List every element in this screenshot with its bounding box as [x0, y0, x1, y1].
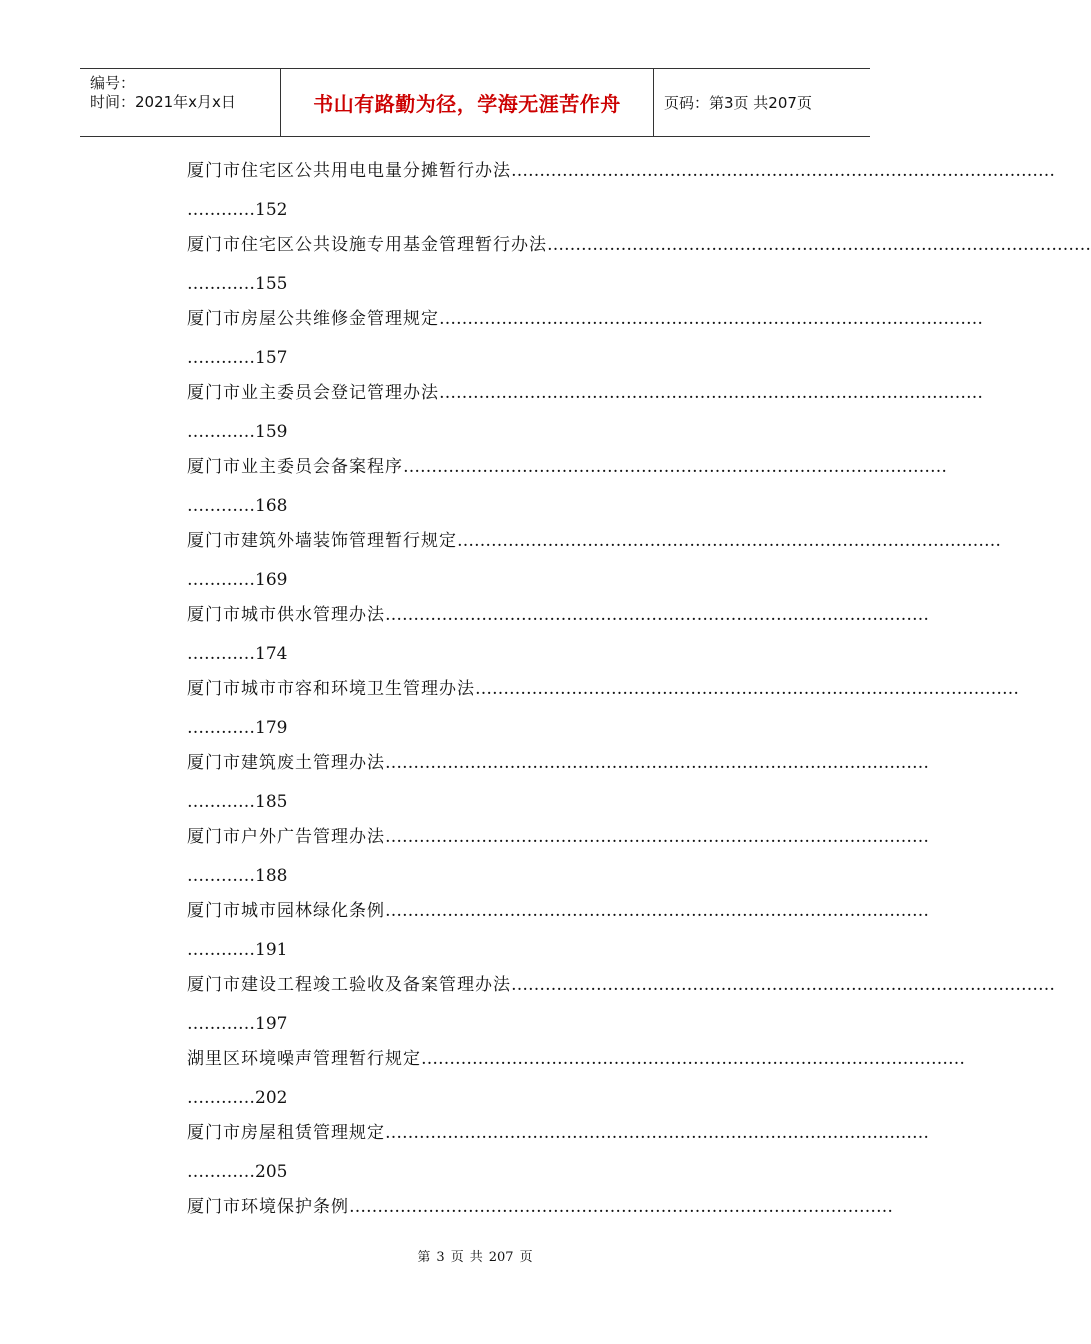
toc-entry[interactable] — [187, 747, 929, 821]
toc-entry-page-number: 174 — [255, 644, 288, 664]
toc-entry-page-number: 205 — [255, 1162, 288, 1182]
toc-entry-title-line — [187, 451, 947, 488]
toc-entry-title-line — [187, 303, 983, 340]
toc-continuation-dots: ………… — [187, 792, 255, 812]
toc-entry-title-line — [187, 895, 929, 932]
toc-leader-dots: …………………………………………………………………………………… — [475, 679, 1019, 699]
toc-entry-page-line — [187, 414, 803, 451]
toc-entry-title: 厦门市房屋公共维修金管理规定 — [187, 309, 439, 329]
number-label: 编号： — [90, 74, 136, 92]
toc-leader-dots: …………………………………………………………………………………… — [385, 827, 929, 847]
toc-entry-page-number: 179 — [255, 718, 288, 738]
toc-leader-dots: …………………………………………………………………………………… — [439, 309, 983, 329]
toc-entry-page-line — [187, 784, 803, 821]
toc-entry-page-line — [187, 1006, 803, 1043]
toc-continuation-dots: ………… — [187, 940, 255, 960]
toc-entry-title: 厦门市建筑废土管理办法 — [187, 753, 385, 773]
table-of-contents — [187, 155, 1091, 1265]
toc-entry-page-number: 188 — [255, 866, 288, 886]
toc-leader-dots: …………………………………………………………………………………… — [439, 383, 983, 403]
toc-leader-dots: …………………………………………………………………………………… — [385, 1123, 929, 1143]
footer-total-word: 共 — [469, 1250, 483, 1265]
toc-entry-page-number: 169 — [255, 570, 288, 590]
toc-entry[interactable] — [187, 525, 1001, 599]
toc-continuation-dots: ………… — [187, 1088, 255, 1108]
toc-entry[interactable] — [187, 451, 947, 525]
toc-leader-dots: …………………………………………………………………………………… — [457, 531, 1001, 551]
toc-entry-page-line — [187, 858, 803, 895]
toc-entry-title: 厦门市城市供水管理办法 — [187, 605, 385, 625]
toc-continuation-dots: ………… — [187, 1014, 255, 1034]
document-header — [80, 68, 870, 137]
toc-entry-title-line — [187, 1117, 929, 1154]
toc-entry-page-line — [187, 488, 803, 525]
toc-leader-dots: …………………………………………………………………………………… — [547, 235, 1091, 255]
toc-entry-page-number: 197 — [255, 1014, 288, 1034]
toc-entry[interactable] — [187, 229, 1091, 303]
toc-entry-title: 厦门市房屋租赁管理规定 — [187, 1123, 385, 1143]
footer-prefix: 第 — [417, 1250, 431, 1265]
toc-entry-title: 厦门市城市园林绿化条例 — [187, 901, 385, 921]
toc-leader-dots: …………………………………………………………………………………… — [385, 753, 929, 773]
toc-entry-page-line — [187, 340, 803, 377]
toc-entry[interactable] — [187, 377, 983, 451]
date-label: 时间：2021年x月x日 — [90, 93, 236, 111]
toc-continuation-dots: ………… — [187, 422, 255, 442]
toc-entry-title: 厦门市业主委员会登记管理办法 — [187, 383, 439, 403]
toc-entry[interactable] — [187, 673, 1019, 747]
header-meta-cell — [80, 69, 281, 136]
toc-entry-page-number: 191 — [255, 940, 288, 960]
footer-total-pages: 207 — [488, 1250, 514, 1265]
toc-continuation-dots: ………… — [187, 718, 255, 738]
toc-entry[interactable] — [187, 303, 983, 377]
toc-entry-page-line — [187, 266, 803, 303]
toc-entry-page-number: 155 — [255, 274, 288, 294]
toc-continuation-dots: ………… — [187, 570, 255, 590]
page-info: 页码：第3页 共207页 — [664, 94, 812, 112]
toc-continuation-dots: ………… — [187, 200, 255, 220]
toc-entry[interactable] — [187, 821, 929, 895]
toc-entry-title-line — [187, 821, 929, 858]
toc-entry-title-line — [187, 377, 983, 414]
toc-leader-dots: …………………………………………………………………………………… — [403, 457, 947, 477]
toc-entry-title: 厦门市住宅区公共设施专用基金管理暂行办法 — [187, 235, 547, 255]
page-footer — [0, 1246, 950, 1265]
toc-entry-page-number: 157 — [255, 348, 288, 368]
toc-entry[interactable] — [187, 969, 1055, 1043]
header-page-cell — [654, 69, 870, 136]
toc-leader-dots: …………………………………………………………………………………… — [511, 161, 1055, 181]
toc-entry-title: 湖里区环境噪声管理暂行规定 — [187, 1049, 421, 1069]
toc-leader-dots: …………………………………………………………………………………… — [385, 901, 929, 921]
toc-leader-dots: …………………………………………………………………………………… — [511, 975, 1055, 995]
toc-entry[interactable] — [187, 599, 929, 673]
toc-continuation-dots: ………… — [187, 274, 255, 294]
toc-continuation-dots: ………… — [187, 1162, 255, 1182]
toc-entry-title-line — [187, 229, 1091, 266]
toc-entry-page-line — [187, 932, 803, 969]
toc-entry-title: 厦门市环境保护条例 — [187, 1197, 349, 1217]
footer-current-page: 3 — [436, 1250, 445, 1265]
toc-entry-page-line — [187, 1154, 803, 1191]
toc-leader-dots: …………………………………………………………………………………… — [421, 1049, 965, 1069]
toc-entry-title-line — [187, 599, 929, 636]
toc-continuation-dots: ………… — [187, 496, 255, 516]
toc-entry[interactable] — [187, 1117, 929, 1191]
toc-entry-title: 厦门市城市市容和环境卫生管理办法 — [187, 679, 475, 699]
toc-entry-title-line — [187, 155, 1055, 192]
footer-suffix: 页 — [519, 1250, 533, 1265]
toc-entry[interactable] — [187, 895, 929, 969]
toc-entry-page-number: 152 — [255, 200, 288, 220]
toc-entry-title-line — [187, 525, 1001, 562]
toc-leader-dots: …………………………………………………………………………………… — [385, 605, 929, 625]
toc-entry-title: 厦门市业主委员会备案程序 — [187, 457, 403, 477]
toc-entry[interactable] — [187, 155, 1055, 229]
toc-continuation-dots: ………… — [187, 866, 255, 886]
toc-entry-title-line — [187, 747, 929, 784]
toc-entry-page-number: 202 — [255, 1088, 288, 1108]
toc-entry-page-line — [187, 192, 803, 229]
motto: 书山有路勤为径，学海无涯苦作舟 — [313, 92, 621, 116]
toc-entry-title-line — [187, 1043, 965, 1080]
toc-entry-title-line — [187, 673, 1019, 710]
toc-entry-title: 厦门市户外广告管理办法 — [187, 827, 385, 847]
toc-entry-page-line — [187, 710, 803, 747]
toc-entry-title: 厦门市住宅区公共用电电量分摊暂行办法 — [187, 161, 511, 181]
footer-page-word: 页 — [450, 1250, 464, 1265]
toc-entry-page-line — [187, 1080, 803, 1117]
toc-entry-page-number: 168 — [255, 496, 288, 516]
toc-entry-page-number: 159 — [255, 422, 288, 442]
toc-entry-page-line — [187, 636, 803, 673]
toc-entry-page-line — [187, 562, 803, 599]
toc-continuation-dots: ………… — [187, 644, 255, 664]
toc-entry-title: 厦门市建设工程竣工验收及备案管理办法 — [187, 975, 511, 995]
header-motto-cell — [281, 69, 654, 136]
toc-entry-title-line — [187, 1191, 893, 1228]
toc-leader-dots: …………………………………………………………………………………… — [349, 1197, 893, 1217]
toc-entry[interactable] — [187, 1043, 965, 1117]
toc-continuation-dots: ………… — [187, 348, 255, 368]
toc-entry-title-line — [187, 969, 1055, 1006]
toc-entry-title: 厦门市建筑外墙装饰管理暂行规定 — [187, 531, 457, 551]
toc-entry-page-number: 185 — [255, 792, 288, 812]
